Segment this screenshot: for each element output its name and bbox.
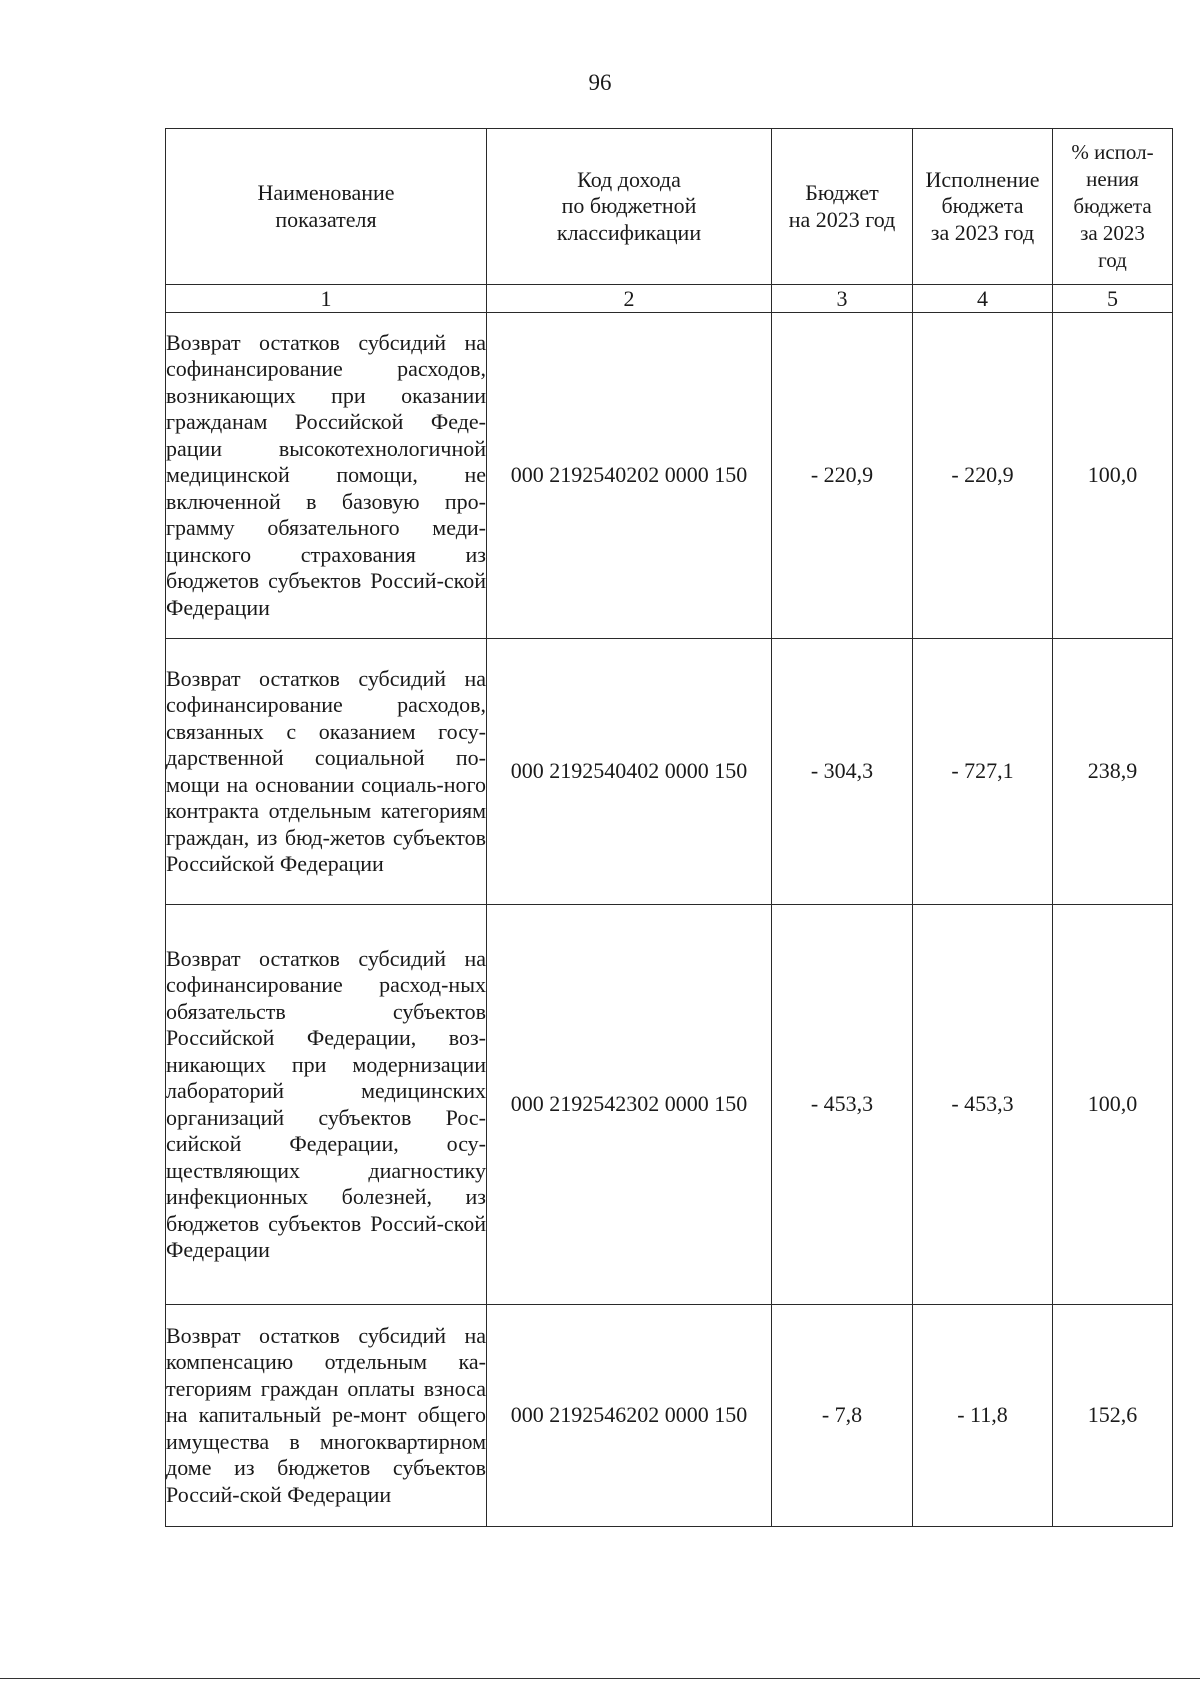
bottom-rule [0, 1678, 1200, 1679]
column-number: 3 [772, 285, 913, 313]
table-header-row [166, 129, 1173, 285]
budget-execution-table [165, 128, 1173, 1527]
column-number: 2 [487, 285, 772, 313]
budget-value: - 304,3 [772, 639, 913, 905]
income-code: 000 2192542302 0000 150 [487, 905, 772, 1305]
income-code: 000 2192546202 0000 150 [487, 1305, 772, 1527]
table-row [166, 639, 1173, 905]
indicator-name: Возврат остатков субсидий на софинансирование расходов, связанных с оказанием госу-дарственной социальной по-мощи на основании социаль-ного контракта отдельным категориям граждан, из бюд-жетов субъектов Российской Федерации [166, 639, 487, 905]
table-row [166, 313, 1173, 639]
execution-value: - 220,9 [913, 313, 1053, 639]
income-code: 000 2192540402 0000 150 [487, 639, 772, 905]
budget-value: - 453,3 [772, 905, 913, 1305]
column-number: 4 [913, 285, 1053, 313]
budget-value: - 7,8 [772, 1305, 913, 1527]
column-numbers-row [166, 285, 1173, 313]
header-execution-percent: % испол- нения бюджета за 2023 год [1053, 129, 1173, 285]
page-number: 96 [588, 70, 612, 95]
table-row [166, 1305, 1173, 1527]
execution-percent: 100,0 [1053, 313, 1173, 639]
header-execution-2023: Исполнение бюджета за 2023 год [913, 129, 1053, 285]
execution-value: - 453,3 [913, 905, 1053, 1305]
header-indicator-name: Наименование показателя [166, 129, 487, 285]
column-number: 5 [1053, 285, 1173, 313]
header-income-code: Код дохода по бюджетной классификации [487, 129, 772, 285]
execution-value: - 727,1 [913, 639, 1053, 905]
execution-percent: 100,0 [1053, 905, 1173, 1305]
column-number: 1 [166, 285, 487, 313]
header-budget-2023: Бюджет на 2023 год [772, 129, 913, 285]
table-row [166, 905, 1173, 1305]
income-code: 000 2192540202 0000 150 [487, 313, 772, 639]
execution-value: - 11,8 [913, 1305, 1053, 1527]
indicator-name: Возврат остатков субсидий на компенсацию отдельным ка-тегориям граждан оплаты взноса на капитальный ре-монт общего имущества в многоквартирном доме из бюджетов субъектов Россий-ской Федерации [166, 1305, 487, 1527]
budget-value: - 220,9 [772, 313, 913, 639]
execution-percent: 238,9 [1053, 639, 1173, 905]
execution-percent: 152,6 [1053, 1305, 1173, 1527]
indicator-name: Возврат остатков субсидий на софинансирование расходов, возникающих при оказании гражданам Российской Феде-рации высокотехнологичной медицинской помощи, не включенной в базовую про-грамму обязательного меди-цинского страхования из бюджетов субъектов Россий-ской Федерации [166, 313, 487, 639]
indicator-name: Возврат остатков субсидий на софинансирование расход-ных обязательств субъектов Российской Федерации, воз-никающих при модернизации лабораторий медицинских организаций субъектов Рос-сийской Федерации, осу-ществляющих диагностику инфекционных болезней, из бюджетов субъектов Россий-ской Федерации [166, 905, 487, 1305]
